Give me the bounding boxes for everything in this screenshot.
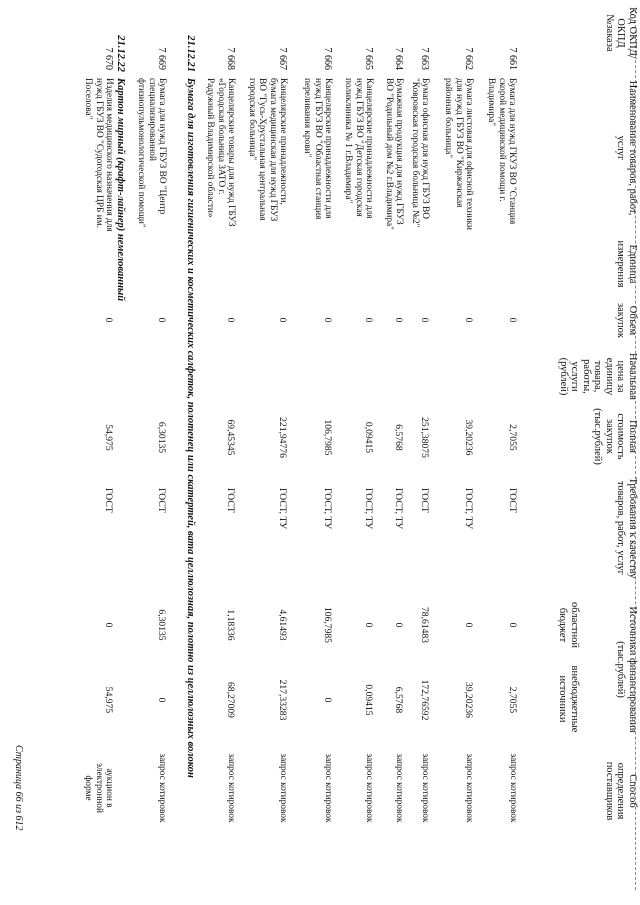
row-code: 7 669 — [156, 47, 167, 70]
row-volume: 0 — [419, 317, 430, 323]
col-header-method: Способ определения поставщиков — [604, 761, 638, 821]
section-title: Бумага для изготовления гигиенических и косметических салфеток, полотенец или скатертей, вата целлюлозная, полотно из целлюлозных волокон — [185, 78, 196, 778]
row-name: Бумага для нужд ГКУЗ ВО "Станция скорой медицинской помощи г. Владимира" — [486, 78, 517, 225]
row-budget: 0 — [363, 622, 374, 628]
row-method: аукцион в электронной форме — [83, 762, 114, 814]
row-budget: 1,18336 — [225, 609, 236, 641]
row-name: Бумажная продукция для нужд ГБУЗ ВО "Родильный дом №2 г.Владимира" — [383, 78, 404, 230]
row-extra: 2,7055 — [507, 686, 518, 714]
row-total: 251,38075 — [419, 417, 430, 458]
row-total: 2,7055 — [507, 424, 518, 451]
col-header-price: Начальная цена за единицу товара, работы, услуги (рублей) — [558, 353, 638, 400]
row-volume: 0 — [322, 317, 333, 323]
row-total: 6,5768 — [393, 424, 404, 451]
row-extra: 54,975 — [103, 686, 114, 714]
row-method: запрос котировок — [226, 753, 236, 823]
row-budget: 0 — [393, 622, 404, 628]
row-budget: 6,30135 — [156, 609, 167, 641]
row-volume: 0 — [463, 317, 474, 323]
col-header-unit: Единица измерения — [615, 240, 638, 288]
row-total: 39,20236 — [463, 419, 474, 456]
row-name: Канцелярские принадлежности для нужд ГБУЗ ВО "Детская городская поликлиника № 1 г.Владимира" — [343, 78, 374, 219]
row-name: Бумага офисная для нужд ГБУЗ ВО "Ковровская городская больница №2" — [409, 78, 430, 228]
row-code: 7 670 — [103, 47, 114, 70]
col-header-name: Наименование товаров, работ, услуг — [615, 80, 638, 216]
col-header-total: Полная стоимость закупок (тыс.рублей) — [592, 408, 638, 465]
row-budget: 0 — [507, 622, 518, 628]
section-code: 21.12.21 — [185, 35, 196, 72]
row-volume: 0 — [277, 317, 288, 323]
row-budget: 106,7985 — [322, 607, 333, 643]
row-requirements: ГОСТ — [225, 488, 236, 513]
row-volume: 0 — [507, 317, 518, 323]
row-method: запрос котировок — [157, 753, 167, 823]
section-title: Картон мирный (крафт-лайнер) немелованный — [115, 78, 126, 302]
col-header-budget: областной бюджет — [557, 602, 580, 648]
row-extra: 0 — [156, 697, 167, 703]
row-method: запрос котировок — [323, 753, 333, 823]
row-name: Канцелярские товары для нужд ГБУЗ «Городская больница ЗАТО г. Радужный Владимирской области» — [205, 78, 236, 227]
row-total: 69,45345 — [225, 419, 236, 456]
row-volume: 0 — [156, 317, 167, 323]
row-requirements: ГОСТ — [507, 488, 518, 513]
row-total: 221,94776 — [277, 417, 288, 458]
row-extra: 39,20236 — [463, 682, 474, 718]
row-extra: 0,09415 — [363, 684, 374, 716]
col-header-volume: Объем закупок — [615, 303, 638, 338]
row-requirements: ГОСТ — [103, 488, 114, 513]
row-method: запрос котировок — [394, 753, 404, 823]
row-code: 7 666 — [322, 47, 333, 70]
row-requirements: ГОСТ, ТУ — [277, 488, 288, 530]
row-total: 106,7985 — [322, 419, 333, 456]
row-requirements: ГОСТ, ТУ — [322, 488, 333, 530]
row-extra: 68,27009 — [225, 682, 236, 718]
page-number: Страница 66 из 612 — [13, 745, 24, 831]
row-volume: 0 — [103, 317, 114, 323]
row-method: запрос котировок — [420, 753, 430, 823]
row-name: Бумага для нужд ГБУЗ ВО "Центр специализированной фтизиопульмонологической помощи" — [136, 78, 167, 228]
row-code: 7 667 — [277, 47, 288, 70]
row-total: 54,975 — [103, 424, 114, 451]
row-code: 7 661 — [507, 47, 518, 70]
row-budget: 78,61483 — [419, 607, 430, 643]
row-name: Канцелярские принадлежности для нужд ГБУЗ ВО "Областная станция переливания крови" — [302, 78, 333, 220]
row-requirements: ГОСТ — [419, 488, 430, 513]
row-code: 7 663 — [419, 47, 430, 70]
row-requirements: ГОСТ, ТУ — [363, 488, 374, 530]
row-name: Изделия медицинского назначения для нужд ГБУЗ ВО "Судогодская ЦРБ им. Поселова" — [83, 78, 114, 232]
row-budget: 0 — [463, 622, 474, 628]
col-header-code: Код ОКПД/ ОКПД №заказа — [604, 7, 638, 59]
row-requirements: ГОСТ, ТУ — [463, 488, 474, 530]
row-total: 6,30135 — [156, 421, 167, 454]
row-code: 7 668 — [225, 47, 236, 70]
row-extra: 6,5768 — [393, 686, 404, 714]
col-header-extra: внебюджетные источники — [557, 665, 580, 733]
row-code: 7 662 — [463, 47, 474, 70]
row-budget: 4,61493 — [277, 609, 288, 641]
row-method: запрос котировок — [508, 753, 518, 823]
section-code: 21.12.22 — [115, 35, 126, 72]
row-name: Бумага листовая для офисной техники для нужд ГБУЗ ВО "Киржачская районная больница" — [443, 78, 474, 230]
row-requirements: ГОСТ — [156, 488, 167, 513]
row-volume: 0 — [363, 317, 374, 323]
col-header-sources: Источники финансирования (тыс.рублей) — [615, 606, 638, 733]
row-code: 7 664 — [393, 47, 404, 70]
row-method: запрос котировок — [464, 753, 474, 823]
row-volume: 0 — [393, 317, 404, 323]
row-extra: 0 — [322, 697, 333, 703]
row-method: запрос котировок — [364, 753, 374, 823]
row-method: запрос котировок — [278, 753, 288, 823]
row-budget: 0 — [103, 622, 114, 628]
row-name: Канцелярские принадлежности, бумага медицинская для нужд ГБУЗ ВО "Гусь-Хрустальная центральная городская больница" — [246, 78, 288, 222]
row-extra: 172,76592 — [419, 679, 430, 721]
col-header-requirements: Требования к качеству товаров, работ, услуг — [615, 477, 638, 579]
row-total: 0,09415 — [363, 421, 374, 454]
row-extra: 217,33283 — [277, 679, 288, 721]
row-requirements: ГОСТ, ТУ — [393, 488, 404, 530]
row-volume: 0 — [225, 317, 236, 323]
row-code: 7 665 — [363, 47, 374, 70]
